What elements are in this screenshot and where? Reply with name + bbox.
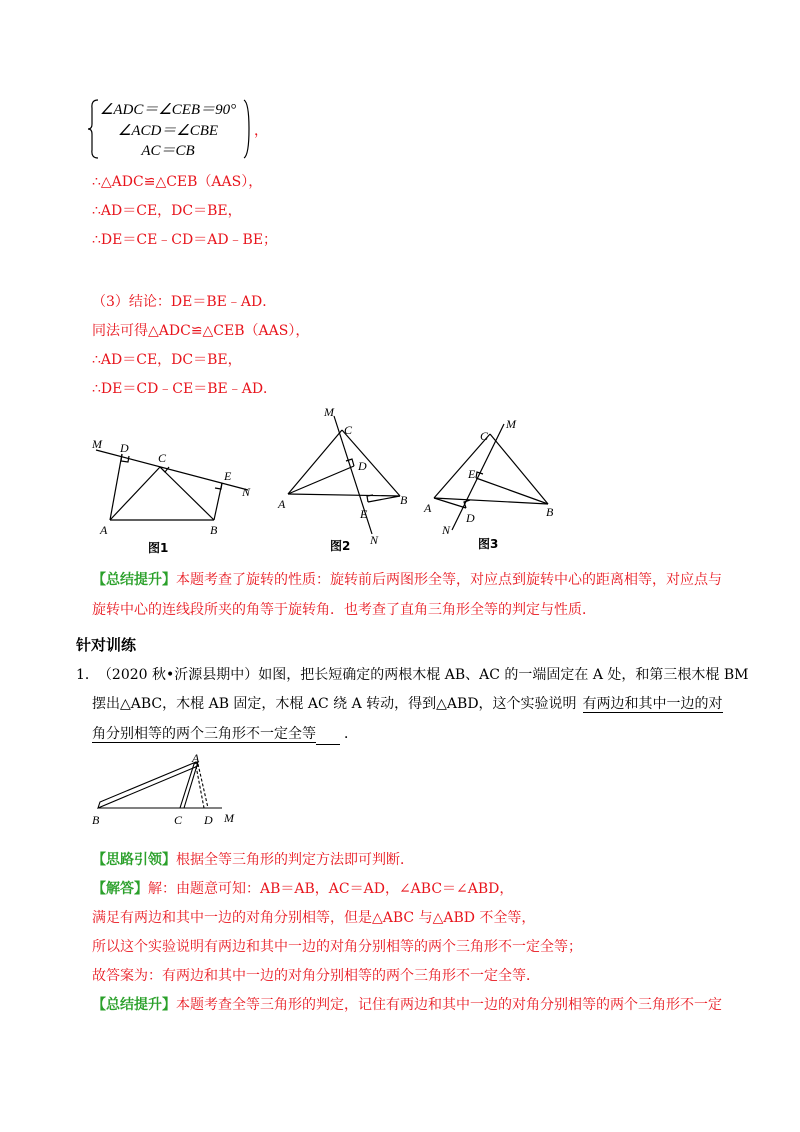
problem-1-answer-part-2: 角分别相等的两个三角形不一定全等 bbox=[92, 726, 316, 742]
fig1-label-N: N bbox=[242, 485, 251, 499]
hint-text: 根据全等三角形的判定方法即可判断． bbox=[176, 852, 414, 868]
summary-2-text: 本题考查全等三角形的判定，记住有两边和其中一边的对角分别相等的两个三角形不一定 bbox=[176, 997, 722, 1013]
summary-1-line-1 bbox=[92, 570, 722, 590]
fig1-label-B: B bbox=[210, 523, 218, 537]
hint-line bbox=[92, 850, 414, 870]
fig3-label-M: M bbox=[506, 417, 516, 431]
right-brace bbox=[242, 98, 254, 160]
problem-1-number: 1． bbox=[76, 667, 99, 683]
problem-1-answer-part-1: 有两边和其中一边的对 bbox=[582, 696, 723, 712]
summary-1-tag: 【总结提升】 bbox=[92, 572, 176, 588]
problem-1-text-1: （2020 秋•沂源县期中）如图，把长短确定的两根木棍 AB、AC 的一端固定在 A 处，和第三根木棍 BM bbox=[104, 667, 749, 683]
summary-1-line-2: 旋转中心的连线段所夹的角等于旋转角．也考查了直角三角形全等的判定与性质． bbox=[92, 602, 596, 618]
part3-line-4: ∴DE＝CD﹣CE＝BE﹣AD． bbox=[92, 381, 278, 397]
fig3-label-B: B bbox=[546, 505, 554, 519]
problem-1-line-1 bbox=[76, 665, 748, 685]
answer-tag: 【解答】 bbox=[92, 881, 148, 897]
fig2-label-A: A bbox=[278, 497, 286, 511]
answer-text-1: 解：由题意可知：AB＝AB，AC＝AD，∠ABC＝∠ABD， bbox=[148, 881, 514, 897]
problem-1-text-2: 摆出△ABC，木棍 AB 固定，木棍 AC 绕 A 转动，得到△ABD，这个实验说明 bbox=[92, 696, 577, 712]
problem-fig-label-M: M bbox=[224, 811, 234, 825]
problem-1-end: ． bbox=[344, 726, 358, 742]
part3-line-2: 同法可得△ADC≌△CEB（AAS）， bbox=[92, 323, 310, 339]
proof-line-3: ∴DE＝CE﹣CD＝AD﹣BE； bbox=[92, 232, 278, 248]
summary-2-tag: 【总结提升】 bbox=[92, 997, 176, 1013]
answer-line-1 bbox=[92, 879, 513, 899]
fig3-label-A: A bbox=[424, 501, 432, 515]
fig2-label-D: D bbox=[358, 459, 367, 473]
fig3-caption: 图3 bbox=[478, 537, 499, 551]
proof-line-1: ∴△ADC≌△CEB（AAS）， bbox=[92, 174, 263, 190]
equation-row-2: ∠ACD＝∠CBE bbox=[117, 123, 219, 139]
fig1-label-E: E bbox=[224, 469, 232, 483]
fig2-label-C: C bbox=[344, 423, 353, 437]
summary-2-line bbox=[92, 995, 722, 1015]
problem-1-line-3 bbox=[92, 724, 358, 745]
answer-line-3: 所以这个实验说明有两边和其中一边的对角分别相等的两个三角形不一定全等； bbox=[92, 939, 582, 955]
equation-trailing-comma: ， bbox=[254, 123, 268, 139]
fig2-label-E: E bbox=[360, 507, 368, 521]
problem-fig-label-C: C bbox=[174, 813, 183, 827]
part3-line-3: ∴AD＝CE，DC＝BE， bbox=[92, 352, 242, 368]
proof-line-2: ∴AD＝CE，DC＝BE， bbox=[92, 203, 242, 219]
fig3-label-C: C bbox=[480, 429, 489, 443]
problem-fig-label-A: A bbox=[192, 752, 200, 765]
problem-fig-label-D: D bbox=[204, 813, 213, 827]
figure-3 bbox=[420, 414, 570, 554]
figure-2 bbox=[272, 404, 422, 554]
problem-1-line-2 bbox=[92, 694, 723, 714]
answer-line-4: 故答案为：有两边和其中一边的对角分别相等的两个三角形不一定全等． bbox=[92, 968, 540, 984]
fig3-label-D: D bbox=[466, 511, 475, 525]
figure-1 bbox=[88, 410, 268, 560]
fig2-label-B: B bbox=[400, 493, 408, 507]
fig1-label-D: D bbox=[120, 441, 129, 455]
fig1-label-M: M bbox=[92, 437, 102, 451]
hint-tag: 【思路引领】 bbox=[92, 852, 176, 868]
equation-system bbox=[88, 98, 268, 160]
fig2-label-M: M bbox=[324, 405, 334, 419]
fig3-label-N: N bbox=[442, 523, 451, 537]
summary-1-text-a: 本题考查了旋转的性质：旋转前后两图形全等，对应点到旋转中心的距离相等，对应点与 bbox=[176, 572, 722, 588]
fig1-label-A: A bbox=[100, 523, 108, 537]
section-title: 针对训练 bbox=[76, 636, 137, 654]
equation-row-1: ∠ADC＝∠CEB＝90° bbox=[99, 102, 237, 118]
fig2-caption: 图2 bbox=[330, 539, 351, 553]
problem-1-figure bbox=[88, 752, 248, 832]
fig3-label-E: E bbox=[468, 467, 476, 481]
fig2-label-N: N bbox=[370, 533, 379, 547]
fig1-label-C: C bbox=[158, 451, 167, 465]
fig1-caption: 图1 bbox=[148, 541, 169, 555]
problem-fig-label-B: B bbox=[92, 813, 100, 827]
answer-line-2: 满足有两边和其中一边的对角分别相等，但是△ABC 与△ABD 不全等， bbox=[92, 910, 536, 926]
part3-line-1: （3）结论：DE＝BE﹣AD． bbox=[92, 294, 277, 310]
equation-row-3: AC＝CB bbox=[141, 143, 195, 159]
